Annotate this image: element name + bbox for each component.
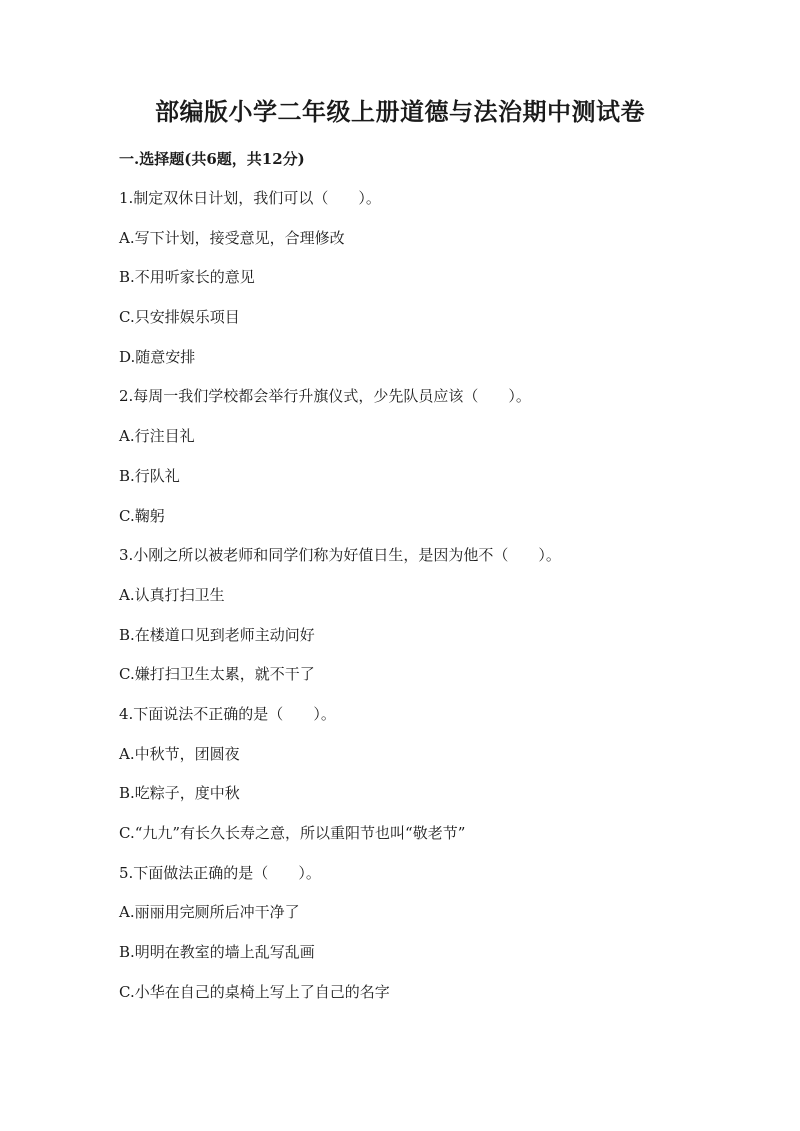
answer-option: A.丽丽用完厕所后冲干净了 — [119, 903, 300, 922]
answer-option: A.认真打扫卫生 — [119, 585, 225, 604]
answer-option: C.只安排娱乐项目 — [119, 308, 240, 327]
question-stem: 5.下面做法正确的是（ ）。 — [119, 863, 321, 882]
question-stem: 3.小刚之所以被老师和同学们称为好值日生，是因为他不（ ）。 — [119, 546, 561, 565]
answer-option: C.小华在自己的桌椅上写上了自己的名字 — [119, 982, 390, 1001]
question-stem: 4.下面说法不正确的是（ ）。 — [119, 704, 336, 723]
answer-option: B.行队礼 — [119, 466, 180, 485]
answer-option: C.嫌打扫卫生太累，就不干了 — [119, 665, 315, 684]
section-heading: 一.选择题(共6题，共12分) — [119, 150, 305, 168]
document-title: 部编版小学二年级上册道德与法治期中测试卷 — [155, 97, 645, 126]
question-stem: 2.每周一我们学校都会举行升旗仪式，少先队员应该（ ）。 — [119, 387, 531, 406]
question-stem: 1.制定双休日计划，我们可以（ ）。 — [119, 189, 381, 207]
answer-option: B.明明在教室的墙上乱写乱画 — [119, 943, 315, 962]
answer-option: A.行注目礼 — [119, 427, 195, 446]
answer-option: B.不用听家长的意见 — [119, 268, 255, 287]
answer-option: C.“九九”有长久长寿之意，所以重阳节也叫“敬老节” — [119, 824, 466, 842]
answer-option: B.在楼道口见到老师主动问好 — [119, 625, 315, 644]
answer-option: D.随意安排 — [119, 347, 196, 366]
answer-option: A.中秋节，团圆夜 — [119, 744, 240, 763]
answer-option: B.吃粽子，度中秋 — [119, 784, 240, 803]
answer-option: A.写下计划，接受意见，合理修改 — [119, 228, 345, 247]
answer-option: C.鞠躬 — [119, 506, 165, 525]
question-list — [119, 185, 739, 1018]
